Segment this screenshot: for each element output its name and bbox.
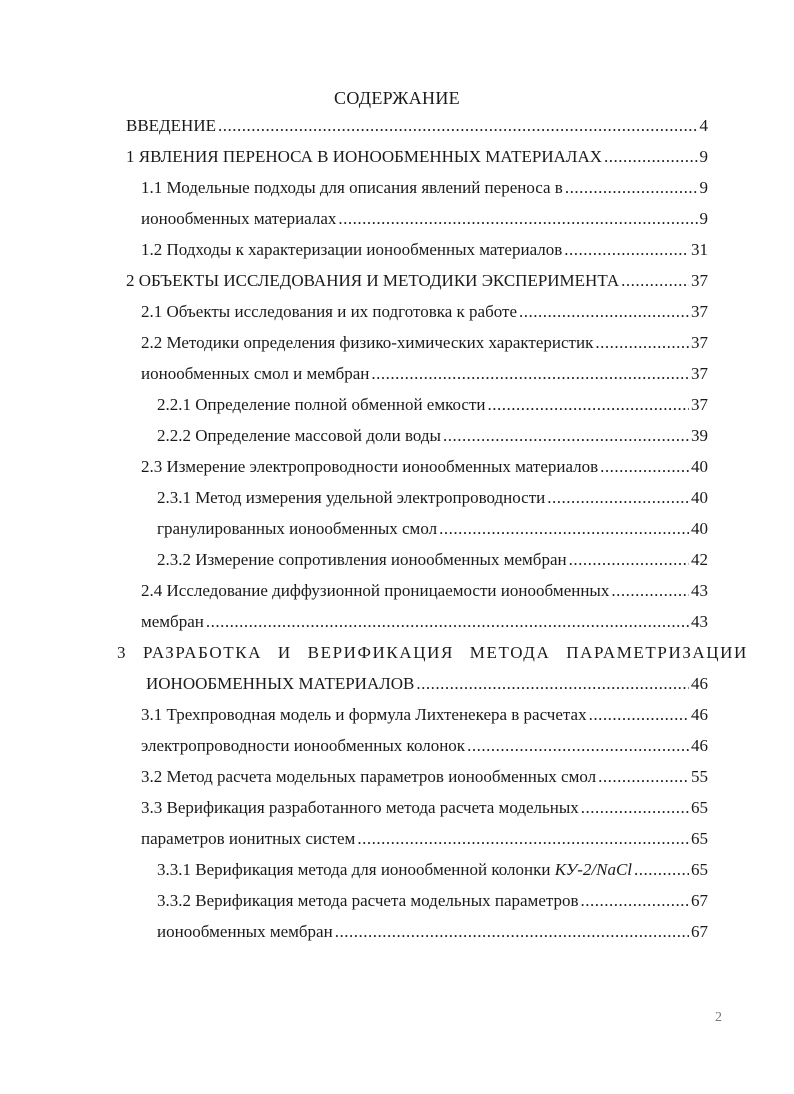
toc-entry-text: 1.2 Подходы к характеризации ионообменных материалов: [141, 240, 563, 259]
toc-entry: [141, 579, 708, 603]
toc-entry: [126, 114, 708, 138]
toc-entry: [126, 145, 708, 169]
toc-entry-text: ионообменных материалах: [141, 209, 337, 228]
toc-entry-text-main: 3.3.1 Верификация метода для ионообменной колонки: [157, 860, 551, 879]
toc-entry-page: 40: [691, 519, 708, 538]
toc-entry-text-italic: КУ-2/NaCl: [554, 860, 633, 879]
toc-entry: [157, 517, 708, 541]
toc-entry-page: 46: [691, 736, 708, 755]
toc-entry: [141, 207, 708, 231]
toc-entry-text: 3.1 Трехпроводная модель и формула Лихтенекера в расчетах: [141, 705, 587, 724]
toc-entry-page: 55: [691, 767, 708, 786]
toc-entry: [141, 238, 708, 262]
toc-entry-page: 37: [691, 364, 708, 383]
toc-entry-text: 2.2.2 Определение массовой доли воды: [157, 426, 441, 445]
toc-entry: [141, 610, 708, 634]
toc-entry: [141, 703, 708, 727]
toc-entry-text: 2.4 Исследование диффузионной проницаемости ионообменных: [141, 581, 610, 600]
toc-entry-text: мембран: [141, 612, 204, 631]
toc-entry: [157, 424, 708, 448]
toc-entry: [117, 641, 748, 665]
toc-entry-page: 46: [691, 705, 708, 724]
toc-entry: [141, 176, 708, 200]
toc-entry-text: [157, 858, 632, 882]
toc-entry-page: 9: [699, 147, 708, 166]
toc-entry-page: 37: [691, 395, 708, 414]
toc-entry-page: 43: [691, 612, 708, 631]
toc-entry-text: гранулированных ионообменных смол: [157, 519, 438, 538]
toc-entry-text: ВВЕДЕНИЕ: [126, 116, 216, 135]
toc-entry-text: 3.3.2 Верификация метода расчета модельных параметров: [157, 891, 579, 910]
toc-entry-page: 65: [691, 798, 708, 817]
toc-entry-text: 3.2 Метод расчета модельных параметров ионообменных смол: [141, 767, 597, 786]
page-title: СОДЕРЖАНИЕ: [334, 88, 460, 108]
toc-entry-page: 37: [691, 271, 708, 290]
toc-entry-page: 42: [691, 550, 708, 569]
toc-entry-page: 9: [699, 178, 708, 197]
toc-entry: [157, 889, 708, 913]
toc-entry-text: ионообменных смол и мембран: [141, 364, 370, 383]
toc-entry-page: 43: [691, 581, 708, 600]
toc-entry-text: ИОНООБМЕННЫХ МАТЕРИАЛОВ: [146, 674, 415, 693]
toc-entry: [126, 269, 708, 293]
toc-entry: [157, 393, 708, 417]
toc-entry-text: 2 ОБЪЕКТЫ ИССЛЕДОВАНИЯ И МЕТОДИКИ ЭКСПЕРИМЕНТА: [126, 271, 620, 290]
toc-entry-page: 65: [691, 829, 708, 848]
toc-entry: [141, 827, 708, 851]
toc-entry-page: 37: [691, 333, 708, 352]
toc-entry: [141, 734, 708, 758]
toc-entry-text: 2.1 Объекты исследования и их подготовка к работе: [141, 302, 517, 321]
toc-entry-text: ионообменных мембран: [157, 922, 333, 941]
toc-entry: [141, 362, 708, 386]
toc-entry-text: 1 ЯВЛЕНИЯ ПЕРЕНОСА В ИОНООБМЕННЫХ МАТЕРИАЛАХ: [126, 147, 603, 166]
toc-entry-page: 67: [691, 891, 708, 910]
toc-entry-text: 2.2 Методики определения физико-химических характеристик: [141, 333, 594, 352]
toc-entry: [141, 455, 708, 479]
toc-entry-page: 40: [691, 457, 708, 476]
toc-entry: [146, 672, 708, 696]
toc-entry-text: 2.3.2 Измерение сопротивления ионообменных мембран: [157, 550, 567, 569]
toc-entry-page: 4: [699, 116, 708, 135]
toc-entry-page: 39: [691, 426, 708, 445]
toc-entry: [141, 765, 708, 789]
toc-entry-text: 1.1 Модельные подходы для описания явлений переноса в: [141, 178, 563, 197]
toc-entry: [157, 858, 708, 882]
page-number: 2: [715, 1010, 722, 1025]
toc-entry-text: 3.3 Верификация разработанного метода расчета модельных: [141, 798, 579, 817]
toc-entry-page: 65: [691, 860, 708, 879]
toc-entry: [141, 796, 708, 820]
toc-entry: [157, 920, 708, 944]
toc-entry: [141, 300, 708, 324]
toc-entry-page: 37: [691, 302, 708, 321]
toc-entry-page: 46: [691, 674, 708, 693]
toc-entry-text: 2.3.1 Метод измерения удельной электропроводности: [157, 488, 546, 507]
toc-entry-page: 40: [691, 488, 708, 507]
toc-entry-text: электропроводности ионообменных колонок: [141, 736, 466, 755]
toc-entry: [157, 486, 708, 510]
toc-entry-page: 67: [691, 922, 708, 941]
toc-entry-text: 2.3 Измерение электропроводности ионообменных материалов: [141, 457, 599, 476]
toc-entry-text: 3 РАЗРАБОТКА И ВЕРИФИКАЦИЯ МЕТОДА ПАРАМЕТРИЗАЦИИ: [117, 643, 748, 662]
toc-entry-page: 31: [691, 240, 708, 259]
toc-entry-text: 2.2.1 Определение полной обменной емкости: [157, 395, 486, 414]
toc-entry: [141, 331, 708, 355]
toc-entry-text: параметров ионитных систем: [141, 829, 356, 848]
toc-entry: [157, 548, 708, 572]
toc-entry-page: 9: [699, 209, 708, 228]
